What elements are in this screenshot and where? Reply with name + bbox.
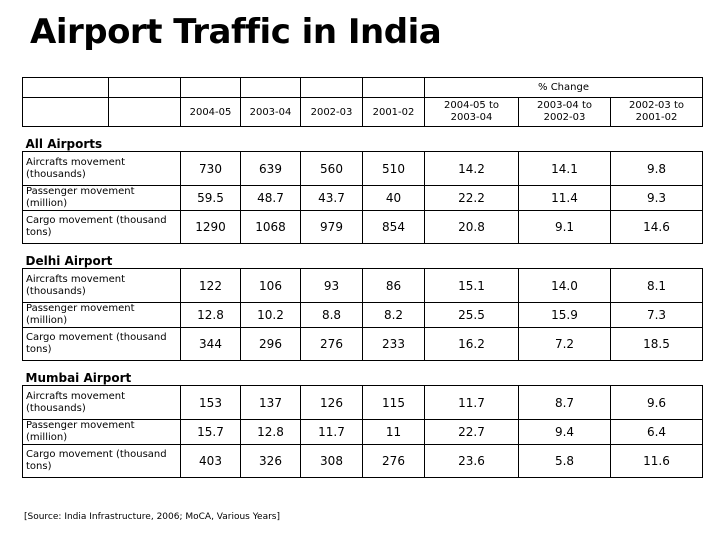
- airport-traffic-table: [22, 77, 703, 478]
- value-cell: 12.8: [241, 420, 301, 445]
- change-cell: 16.2: [425, 328, 519, 361]
- table-row: [23, 420, 703, 445]
- change-cell: 14.1: [519, 152, 611, 186]
- value-cell: 11.7: [301, 420, 363, 445]
- section-header-row: [23, 127, 703, 152]
- change-cell: 20.8: [425, 211, 519, 244]
- value-cell: 308: [301, 445, 363, 478]
- value-cell: 854: [363, 211, 425, 244]
- value-cell: 8.2: [363, 303, 425, 328]
- change-cell: 7.3: [611, 303, 703, 328]
- change-cell: 5.8: [519, 445, 611, 478]
- value-cell: 276: [363, 445, 425, 478]
- table-row: [23, 328, 703, 361]
- value-cell: 40: [363, 186, 425, 211]
- section-header-row: [23, 244, 703, 269]
- change-cell: 9.4: [519, 420, 611, 445]
- change-cell: 15.9: [519, 303, 611, 328]
- table-row: [23, 152, 703, 186]
- value-cell: 153: [181, 386, 241, 420]
- change-cell: 9.3: [611, 186, 703, 211]
- change-cell: 15.1: [425, 269, 519, 303]
- value-cell: 59.5: [181, 186, 241, 211]
- change-cell: 9.6: [611, 386, 703, 420]
- change-cell: 6.4: [611, 420, 703, 445]
- year-header: 2004-05: [181, 98, 241, 127]
- value-cell: 137: [241, 386, 301, 420]
- value-cell: 106: [241, 269, 301, 303]
- value-cell: 276: [301, 328, 363, 361]
- section-header-row: [23, 361, 703, 386]
- value-cell: 403: [181, 445, 241, 478]
- change-cell: 22.2: [425, 186, 519, 211]
- change-cell: 14.0: [519, 269, 611, 303]
- year-header: 2001-02: [363, 98, 425, 127]
- change-cell: 11.4: [519, 186, 611, 211]
- row-label: Cargo movement (thousand tons): [23, 445, 181, 478]
- value-cell: 639: [241, 152, 301, 186]
- value-cell: 730: [181, 152, 241, 186]
- value-cell: 296: [241, 328, 301, 361]
- table-row: [23, 386, 703, 420]
- section-title: All Airports: [25, 137, 103, 151]
- year-header: 2002-03: [301, 98, 363, 127]
- row-label: Cargo movement (thousand tons): [23, 328, 181, 361]
- value-cell: 344: [181, 328, 241, 361]
- change-cell: 23.6: [425, 445, 519, 478]
- change-header: 2004-05 to 2003-04: [425, 98, 519, 127]
- value-cell: 15.7: [181, 420, 241, 445]
- source-note: [Source: India Infrastructure, 2006; MoCA, Various Years]: [24, 512, 280, 522]
- value-cell: 48.7: [241, 186, 301, 211]
- row-label: Passenger movement (million): [23, 420, 181, 445]
- row-label: Aircrafts movement (thousands): [23, 152, 181, 186]
- header-row-top: [23, 78, 703, 98]
- value-cell: 8.8: [301, 303, 363, 328]
- change-cell: 22.7: [425, 420, 519, 445]
- row-label: Aircrafts movement (thousands): [23, 269, 181, 303]
- year-header: 2003-04: [241, 98, 301, 127]
- value-cell: 560: [301, 152, 363, 186]
- value-cell: 233: [363, 328, 425, 361]
- change-cell: 14.6: [611, 211, 703, 244]
- value-cell: 326: [241, 445, 301, 478]
- value-cell: 115: [363, 386, 425, 420]
- value-cell: 126: [301, 386, 363, 420]
- change-cell: 25.5: [425, 303, 519, 328]
- value-cell: 510: [363, 152, 425, 186]
- section-title: Delhi Airport: [25, 254, 113, 268]
- row-label: Passenger movement (million): [23, 303, 181, 328]
- page-title: Airport Traffic in India: [30, 12, 442, 52]
- row-label: Cargo movement (thousand tons): [23, 211, 181, 244]
- change-cell: 9.8: [611, 152, 703, 186]
- change-cell: 18.5: [611, 328, 703, 361]
- value-cell: 86: [363, 269, 425, 303]
- table-row: [23, 445, 703, 478]
- change-cell: 11.6: [611, 445, 703, 478]
- change-cell: 8.1: [611, 269, 703, 303]
- table-row: [23, 186, 703, 211]
- row-label: Passenger movement (million): [23, 186, 181, 211]
- table-row: [23, 211, 703, 244]
- value-cell: 1068: [241, 211, 301, 244]
- change-cell: 7.2: [519, 328, 611, 361]
- change-header: 2002-03 to 2001-02: [611, 98, 703, 127]
- header-row-years: [23, 98, 703, 127]
- value-cell: 43.7: [301, 186, 363, 211]
- value-cell: 979: [301, 211, 363, 244]
- change-header: 2003-04 to 2002-03: [519, 98, 611, 127]
- value-cell: 10.2: [241, 303, 301, 328]
- table-row: [23, 269, 703, 303]
- value-cell: 122: [181, 269, 241, 303]
- value-cell: 1290: [181, 211, 241, 244]
- section-title: Mumbai Airport: [25, 371, 132, 385]
- change-cell: 11.7: [425, 386, 519, 420]
- change-cell: 14.2: [425, 152, 519, 186]
- value-cell: 93: [301, 269, 363, 303]
- row-label: Aircrafts movement (thousands): [23, 386, 181, 420]
- change-cell: 9.1: [519, 211, 611, 244]
- percent-change-header: % Change: [425, 78, 703, 98]
- value-cell: 11: [363, 420, 425, 445]
- table-row: [23, 303, 703, 328]
- value-cell: 12.8: [181, 303, 241, 328]
- change-cell: 8.7: [519, 386, 611, 420]
